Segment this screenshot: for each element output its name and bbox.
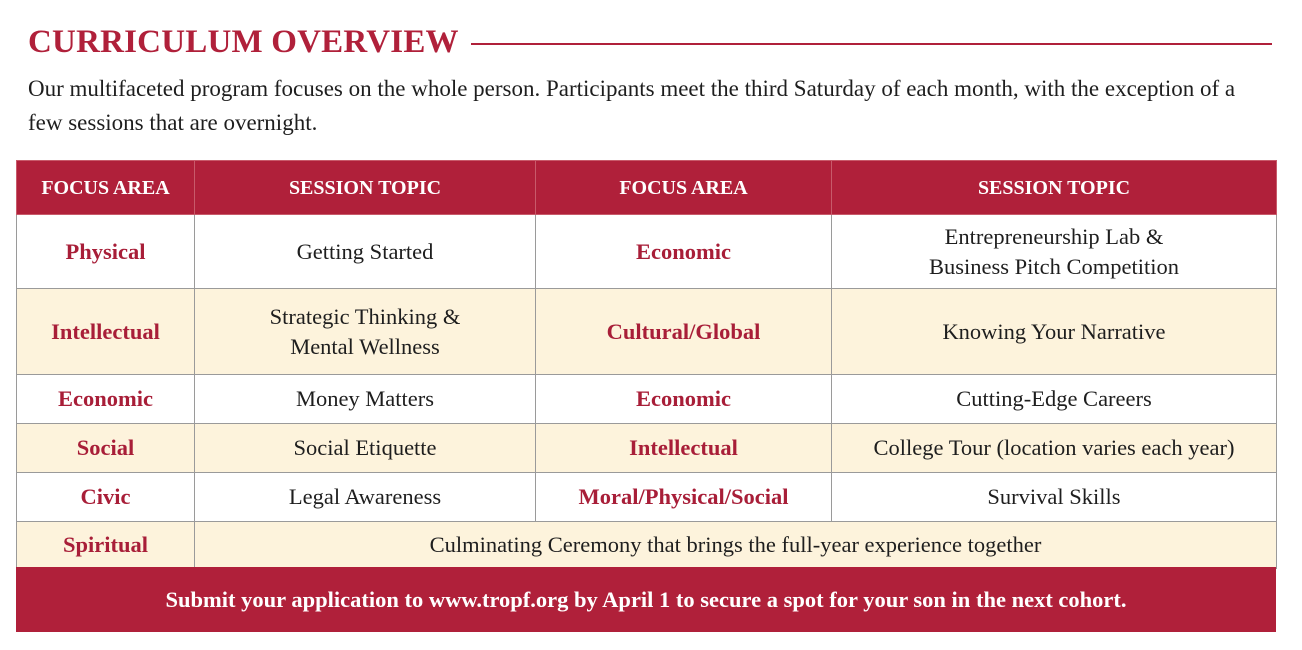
focus-area-cell: Moral/Physical/Social (536, 473, 832, 522)
session-topic-cell (832, 215, 1277, 289)
focus-area-cell: Economic (536, 375, 832, 424)
section-header (28, 22, 1272, 62)
table-row (17, 424, 1277, 473)
focus-area-cell: Physical (17, 215, 195, 289)
table-row (17, 289, 1277, 375)
session-topic-cell: Culminating Ceremony that brings the full-year experience together (195, 522, 1277, 569)
page-title: CURRICULUM OVERVIEW (28, 23, 459, 60)
session-topic-cell: College Tour (location varies each year) (832, 424, 1277, 473)
table-row (17, 375, 1277, 424)
focus-area-cell: Cultural/Global (536, 289, 832, 375)
intro-paragraph: Our multifaceted program focuses on the whole person. Participants meet the third Saturday of each month, with the exception of a few sessions that are overnight. (28, 76, 1236, 135)
session-topic-cell: Cutting-Edge Careers (832, 375, 1277, 424)
column-header: FOCUS AREA (17, 161, 195, 215)
focus-area-cell: Economic (536, 215, 832, 289)
table-header-row (17, 161, 1277, 215)
topic-line: Strategic Thinking & (269, 303, 461, 329)
topic-line: Business Pitch Competition (928, 253, 1180, 279)
topic-line: Mental Wellness (290, 333, 440, 359)
title-rule (471, 43, 1272, 45)
table-row (17, 473, 1277, 522)
session-topic-cell: Legal Awareness (195, 473, 536, 522)
footer-banner: Submit your application to www.tropf.org by April 1 to secure a spot for your son in the next cohort. (16, 567, 1276, 632)
table-row (17, 522, 1277, 569)
session-topic-cell: Survival Skills (832, 473, 1277, 522)
session-topic-cell: Knowing Your Narrative (832, 289, 1277, 375)
column-header: FOCUS AREA (536, 161, 832, 215)
column-header: SESSION TOPIC (832, 161, 1277, 215)
curriculum-table (16, 160, 1277, 569)
focus-area-cell: Intellectual (536, 424, 832, 473)
session-topic-cell: Getting Started (195, 215, 536, 289)
topic-line: Entrepreneurship Lab & (944, 223, 1164, 249)
focus-area-cell: Civic (17, 473, 195, 522)
focus-area-cell: Social (17, 424, 195, 473)
session-topic-cell (195, 289, 536, 375)
focus-area-cell: Economic (17, 375, 195, 424)
column-header: SESSION TOPIC (195, 161, 536, 215)
table-row (17, 215, 1277, 289)
focus-area-cell: Intellectual (17, 289, 195, 375)
session-topic-cell: Money Matters (195, 375, 536, 424)
session-topic-cell: Social Etiquette (195, 424, 536, 473)
focus-area-cell: Spiritual (17, 522, 195, 569)
